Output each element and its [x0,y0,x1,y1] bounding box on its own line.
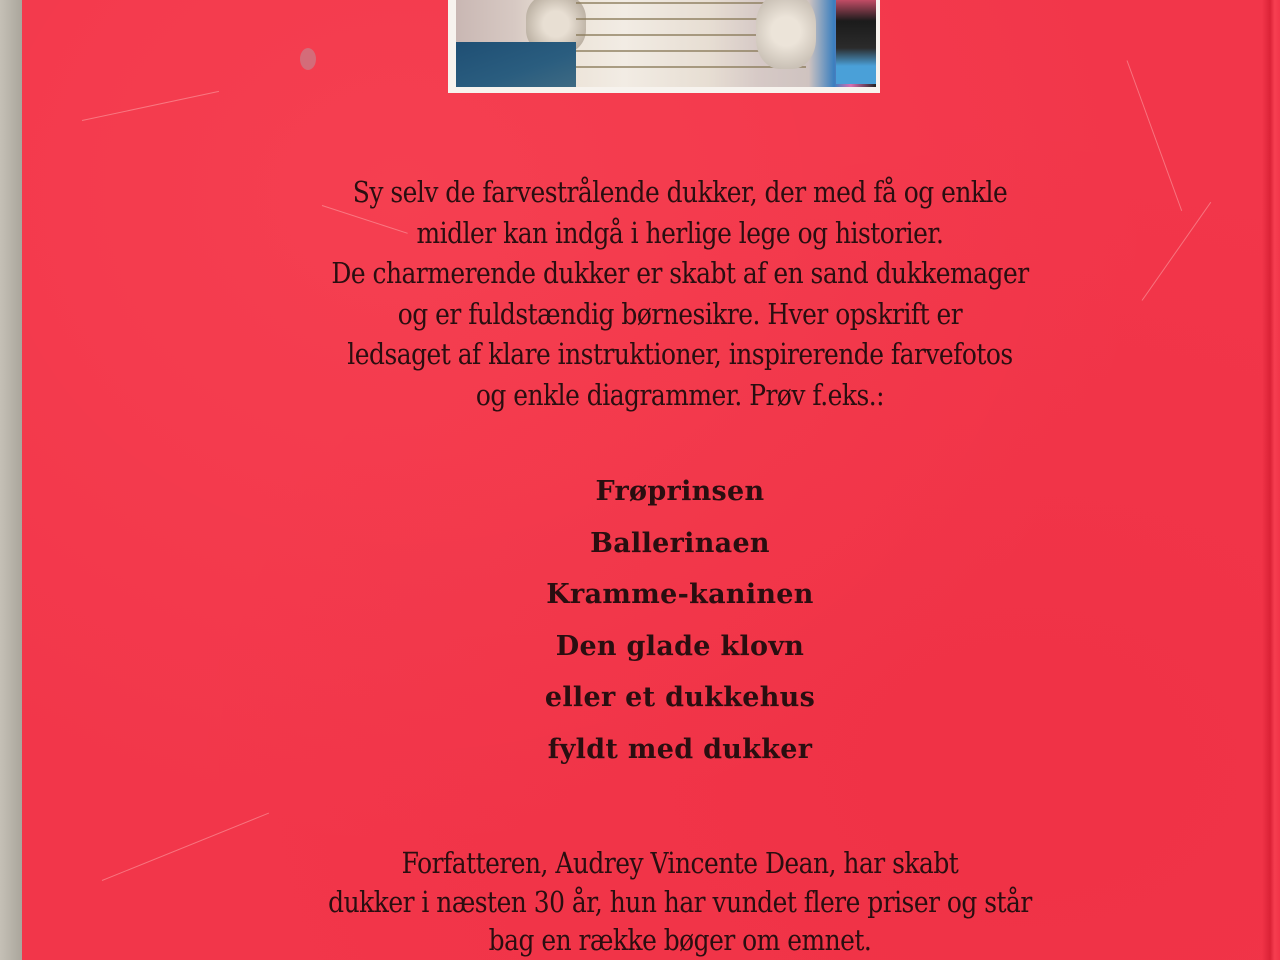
author-paragraph [22,844,1280,960]
cover-photo-frame [448,0,880,93]
surface-speck [300,48,316,70]
surface-scratch [82,91,219,121]
intro-line: Sy selv de farvestrålende dukker, der med få og enkle [352,175,1008,209]
scanner-background-strip [0,0,22,960]
example-item: Frøprinsen [595,476,765,507]
author-line: bag en række bøger om emnet. [488,923,872,957]
colorful-toy [836,0,876,84]
intro-line: midler kan indgå i herlige lege og historier. [416,215,944,250]
intro-line: ledsaget af klare instruktioner, inspirerende farvefotos [347,337,1013,371]
intro-line: og er fuldstændig børnesikre. Hver opskrift er [397,296,963,331]
author-line: dukker i næsten 30 år, hun har vundet flere priser og står [328,884,1032,919]
example-item: fyldt med dukker [547,733,813,765]
example-item: Den glade klovn [555,630,805,662]
intro-line: og enkle diagrammer. Prøv f.eks.: [475,377,885,412]
blue-fabric [456,42,576,87]
author-line: Forfatteren, Audrey Vincente Dean, har skabt [401,846,959,880]
intro-paragraph [22,172,1280,415]
doll-photo [456,0,876,87]
example-item: Kramme-kaninen [546,579,814,610]
example-item: eller et dukkehus [544,682,816,713]
intro-line: De charmerende dukker er skabt af en sand dukkemager [331,256,1029,290]
lace-collar-right [756,0,816,69]
example-list [22,466,1280,775]
example-item: Ballerinaen [590,527,770,559]
